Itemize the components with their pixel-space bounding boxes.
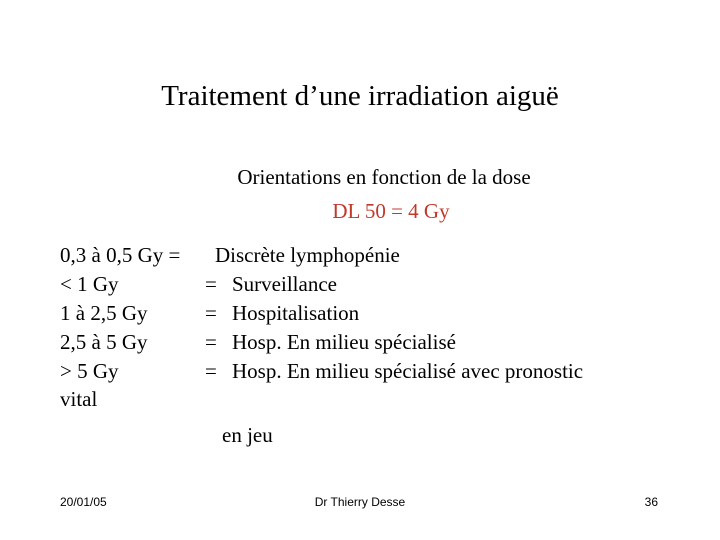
en-jeu-text: en jeu xyxy=(222,423,273,447)
dose-range: < 1 Gy xyxy=(60,272,119,296)
footer-author: Dr Thierry Desse xyxy=(314,495,406,509)
dose-orientation: Hosp. En milieu spécialisé avec pronostic xyxy=(232,359,584,383)
dose-orientation: Hospitalisation xyxy=(232,301,360,325)
dose-range: 1 à 2,5 Gy xyxy=(60,301,148,325)
footer-date: 20/01/05 xyxy=(60,495,107,509)
vital-text: vital xyxy=(60,387,98,411)
dose-orientation: Surveillance xyxy=(232,272,337,296)
dose-range: 0,3 à 0,5 Gy = xyxy=(60,243,181,267)
equals-sign: = xyxy=(205,272,217,296)
equals-sign: = xyxy=(205,359,217,383)
equals-sign: = xyxy=(205,330,217,354)
slide-subtitle: Orientations en fonction de la dose xyxy=(237,165,531,189)
equals-sign: = xyxy=(205,301,217,325)
dose-orientation: Discrète lymphopénie xyxy=(215,243,400,267)
dose-range: > 5 Gy xyxy=(60,359,119,383)
slide-title: Traitement d’une irradiation aiguë xyxy=(161,80,559,112)
dose-range: 2,5 à 5 Gy xyxy=(60,330,148,354)
dose-orientation: Hosp. En milieu spécialisé xyxy=(232,330,456,354)
footer-page-number: 36 xyxy=(644,495,658,509)
dl50-line: DL 50 = 4 Gy xyxy=(332,199,450,223)
